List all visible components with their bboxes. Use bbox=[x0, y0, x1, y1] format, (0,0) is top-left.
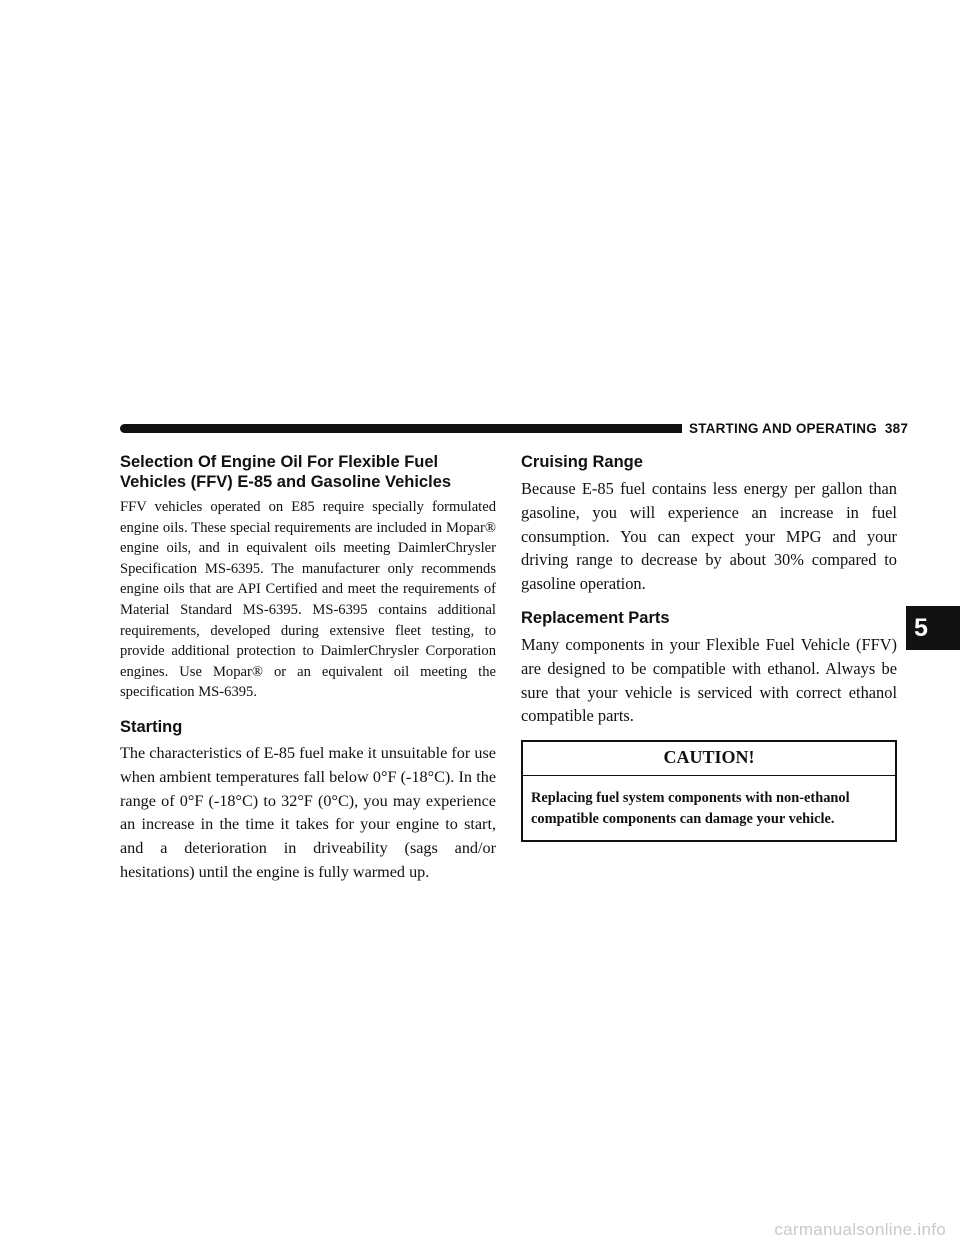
replacement-parts-heading: Replacement Parts bbox=[521, 608, 670, 627]
starting-heading: Starting bbox=[120, 717, 183, 736]
watermark-text: carmanualsonline.info bbox=[774, 1220, 946, 1239]
oil-selection-heading: Selection Of Engine Oil For Flexible Fuel Vehicles (FFV) E-85 and Gasoline Vehicles bbox=[120, 453, 452, 491]
running-header bbox=[689, 421, 908, 436]
cruising-range-text: Because E-85 fuel contains less energy per gallon than gasoline, you will experience an increase in fuel consumption. You can expect your MPG and your driving range to decrease by about 30% compared to gasoline operation. bbox=[521, 479, 897, 594]
right-column bbox=[521, 452, 897, 842]
left-column bbox=[120, 452, 496, 897]
starting-text: The characteristics of E-85 fuel make it unsuitable for use when ambient temperatures fall below 0°F (-18°C). In the range of 0°F (-18°C) to 32°F (0°C), you may experience an increase in the time it takes for your engine to start, and a deterioration in driveability (sags and/or hesitations) until the engine is fully warmed up. bbox=[120, 743, 496, 881]
caution-title: CAUTION! bbox=[523, 742, 895, 776]
oil-selection-text: FFV vehicles operated on E85 require specially formulated engine oils. These special requirements are included in Mopar® engine oils, and in equivalent oils meeting DaimlerChrysler Specification MS-6395. The manufacturer only recommends engine oils that are API Certified and meet the requirements of Material Standard MS-6395. MS-6395 contains additional requirements, developed during extensive fleet testing, to provide additional protection to DaimlerChrysler Corporation engines. Use Mopar® or an equivalent oil meeting the specification MS-6395. bbox=[120, 499, 496, 701]
header-section-title: STARTING AND OPERATING bbox=[689, 421, 877, 436]
header-rule bbox=[120, 424, 682, 433]
replacement-parts-text: Many components in your Flexible Fuel Vehicle (FFV) are designed to be compatible with ethanol. Always be sure that your vehicle is serviced with correct ethanol compatible parts. bbox=[521, 634, 897, 726]
caution-text: Replacing fuel system components with non-ethanol compatible components can damage your vehicle. bbox=[531, 790, 850, 828]
page-number: 387 bbox=[884, 421, 909, 436]
caution-box bbox=[521, 740, 897, 842]
cruising-range-heading: Cruising Range bbox=[521, 453, 643, 471]
chapter-tab: 5 bbox=[906, 606, 960, 650]
